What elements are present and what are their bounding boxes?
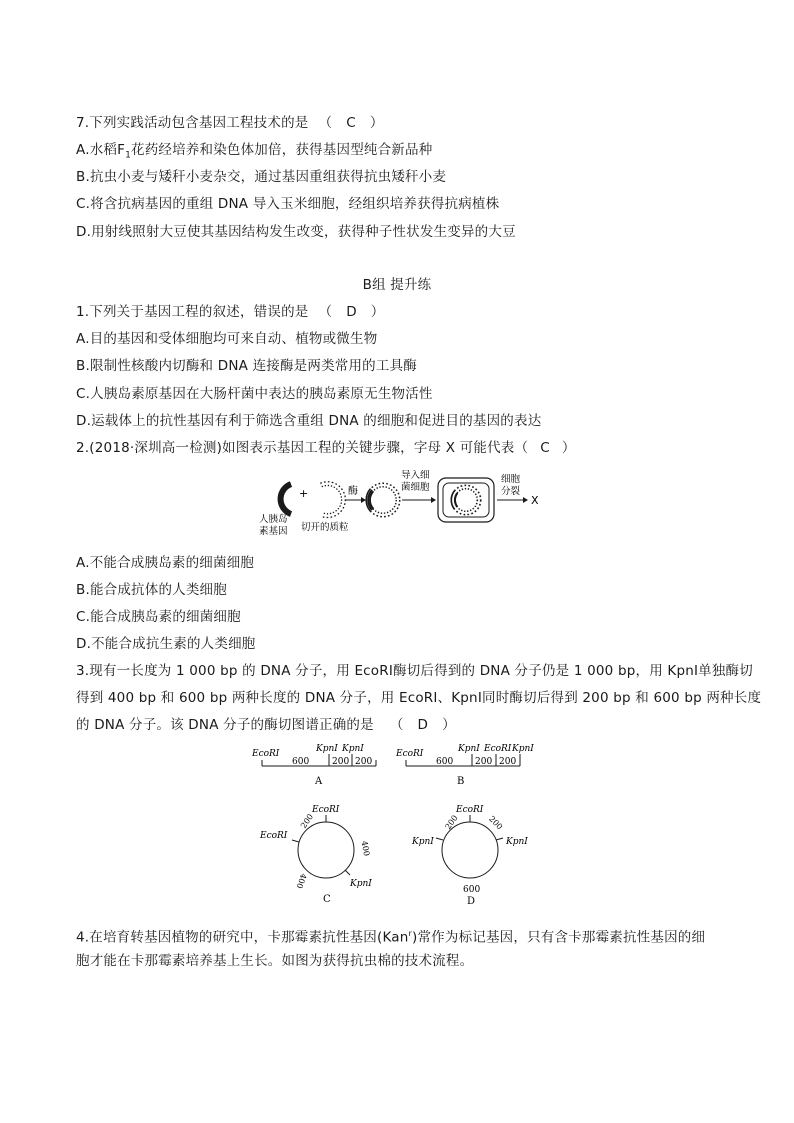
answer-letter: D: [417, 717, 429, 733]
q7-option-d: D.用射线照射大豆使其基因结构发生改变，获得种子性状发生变异的大豆: [76, 224, 516, 240]
svg-text:KpnⅠ: KpnⅠ: [412, 837, 434, 847]
svg-text:D: D: [467, 896, 476, 907]
svg-text:200: 200: [332, 757, 350, 767]
q2-option-c: C.能合成胰岛素的细菌细胞: [76, 609, 241, 625]
svg-text:KpnⅠ: KpnⅠ: [342, 744, 364, 754]
q1-stem: [76, 302, 385, 322]
map-a: [251, 744, 376, 787]
x-label: X: [531, 494, 539, 507]
svg-text:200: 200: [487, 814, 505, 832]
q3-stem-line3-text: 的 DNA 分子。该 DNA 分子的酶切图谱正确的是: [76, 717, 374, 733]
svg-text:EcoRⅠ: EcoRⅠ: [456, 805, 484, 815]
q1-option-c: C.人胰岛素原基因在大肠杆菌中表达的胰岛素原无生物活性: [76, 386, 433, 402]
q3-stem-line2: 得到 400 bp 和 600 bp 两种长度的 DNA 分子，用 EcoRⅠ、KpnⅠ同时酶切后得到 200 bp 和 600 bp 两种长度: [76, 690, 762, 706]
q2-gene-engineering-diagram: [255, 470, 555, 545]
svg-text:EcoRⅠ: EcoRⅠ: [312, 805, 340, 815]
paren-open: （: [514, 440, 529, 456]
paren-open: （: [389, 717, 404, 733]
paren-close: ）: [370, 304, 385, 320]
svg-text:600: 600: [436, 757, 454, 767]
q7-answer: [318, 113, 383, 133]
svg-text:B: B: [457, 776, 465, 787]
svg-text:KpnⅠ: KpnⅠ: [350, 879, 372, 889]
q3-answer: [390, 715, 456, 735]
import-label-line2: 菌细胞: [401, 482, 430, 493]
paren-open: （: [318, 115, 333, 131]
gene-label-line1: 人胰岛: [259, 514, 288, 525]
map-c: [259, 805, 372, 905]
q4-line1-sup: r: [408, 929, 412, 938]
svg-text:C: C: [323, 894, 331, 905]
divide-label-line2: 分裂: [501, 486, 521, 497]
q2-stem: [76, 438, 576, 458]
svg-text:200: 200: [355, 757, 373, 767]
q4-line1: [76, 924, 705, 948]
q4-line2: 胞才能在卡那霉素培养基上生长。如图为获得抗虫棉的技术流程。: [76, 953, 474, 969]
q3-stem-line3: [76, 715, 456, 735]
svg-text:EcoRⅠ: EcoRⅠ: [252, 749, 280, 759]
answer-letter: C: [346, 115, 356, 131]
q7-option-a-sub: 1: [125, 150, 131, 161]
import-label-line1: 导入细: [401, 470, 430, 481]
q1-option-b: B.限制性核酸内切酶和 DNA 连接酶是两类常用的工具酶: [76, 358, 417, 374]
svg-text:KpnⅠ: KpnⅠ: [316, 744, 338, 754]
svg-text:200: 200: [475, 757, 493, 767]
svg-text:EcoRⅠ: EcoRⅠ: [396, 749, 424, 759]
q1-answer: [318, 302, 384, 322]
enzyme-label: 酶: [348, 486, 358, 497]
svg-text:EcoRⅠ: EcoRⅠ: [260, 831, 288, 841]
paren-close: ）: [369, 115, 384, 131]
q7-option-c: C.将含抗病基因的重组 DNA 导入玉米细胞，经组织培养获得抗病植株: [76, 196, 500, 212]
svg-text:200: 200: [499, 757, 517, 767]
svg-text:600: 600: [463, 885, 481, 895]
q1-option-a: A.目的基因和受体细胞均可来自动、植物或微生物: [76, 331, 378, 347]
q2-option-d: D.不能合成抗生素的人类细胞: [76, 636, 256, 652]
answer-letter: D: [346, 304, 357, 320]
svg-text:400: 400: [359, 840, 372, 857]
q7-option-a: [76, 140, 432, 166]
svg-text:200: 200: [298, 812, 316, 830]
map-d: [411, 805, 528, 907]
svg-text:EcoRⅠ: EcoRⅠ: [484, 744, 512, 754]
q4-line1-pre: 4.在培育转基因植物的研究中，卡那霉素抗性基因(Kan: [76, 929, 409, 946]
plasmid-label: 切开的质粒: [301, 522, 349, 533]
q7-option-a-post: 花药经培养和染色体加倍，获得基因型纯合新品种: [131, 142, 433, 158]
svg-text:KpnⅠ: KpnⅠ: [512, 744, 534, 754]
q1-stem-text: 1.下列关于基因工程的叙述，错误的是: [76, 304, 309, 320]
svg-text:KpnⅠ: KpnⅠ: [506, 837, 528, 847]
gene-fragment-arc: [281, 484, 291, 514]
q2-stem-text: 2.(2018·深圳高一检测)如图表示基因工程的关键步骤，字母 X 可能代表: [76, 440, 515, 456]
plus-sign: +: [299, 487, 309, 500]
q3-stem-line1: 3.现有一长度为 1 000 bp 的 DNA 分子，用 EcoRⅠ酶切后得到的 DNA 分子仍是 1 000 bp，用 KpnⅠ单独酶切: [76, 663, 753, 679]
section-title: B组 提升练: [362, 277, 432, 293]
q2-option-a: A.不能合成胰岛素的细菌细胞: [76, 555, 255, 571]
gene-label-line2: 素基因: [259, 526, 288, 537]
q1-option-d: D.运载体上的抗性基因有利于筛选含重组 DNA 的细胞和促进目的基因的表达: [76, 413, 542, 429]
map-b: [395, 744, 534, 787]
answer-letter: C: [540, 440, 550, 456]
divide-label-line1: 细胞: [501, 474, 521, 485]
svg-text:600: 600: [292, 757, 310, 767]
paren-open: （: [318, 304, 333, 320]
svg-text:A: A: [315, 776, 323, 787]
q7-stem: [76, 113, 384, 133]
q4-line1-post: )常作为标记基因，只有含卡那霉素抗性基因的细: [412, 929, 706, 946]
q2-option-b: B.能合成抗体的人类细胞: [76, 582, 227, 598]
svg-text:200: 200: [443, 813, 460, 832]
q3-restriction-map-figure: [240, 740, 560, 910]
q7-option-a-pre: A.水稻F: [76, 142, 126, 158]
q7-option-b: B.抗虫小麦与矮秆小麦杂交，通过基因重组获得抗虫矮秆小麦: [76, 169, 447, 185]
svg-text:400: 400: [294, 872, 309, 890]
paren-close: ）: [442, 717, 456, 733]
paren-close: ）: [561, 440, 576, 456]
svg-text:KpnⅠ: KpnⅠ: [458, 744, 480, 754]
q7-stem-text: 7.下列实践活动包含基因工程技术的是: [76, 115, 309, 131]
